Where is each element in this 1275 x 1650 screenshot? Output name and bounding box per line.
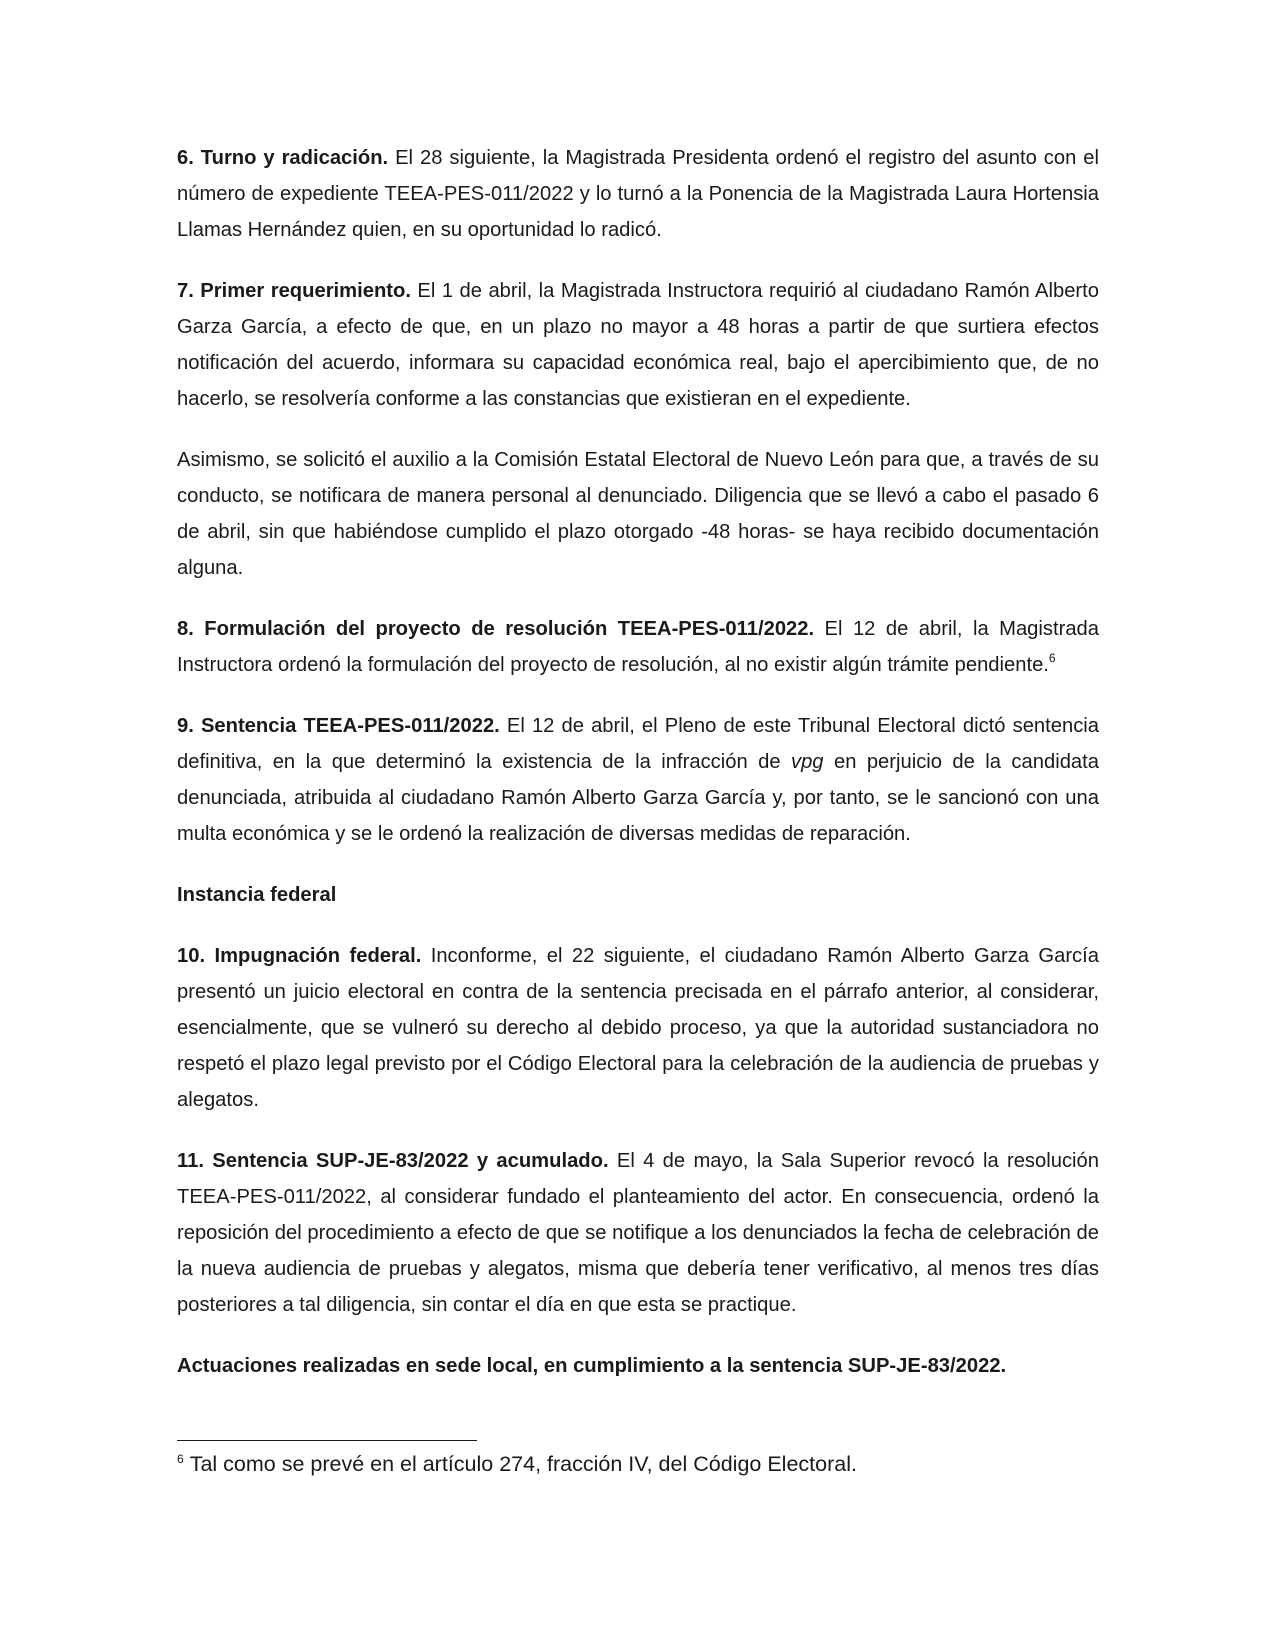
paragraph-text: El 28 siguiente, la Magistrada Presidenta ordenó el registro del asunto con el número de expediente TEEA-PES-011/2022 y lo turnó a la Ponencia de la Magistrada Laura Hortensia Llamas Hernández quien, en su oportunidad lo radicó. (177, 147, 1099, 241)
paragraph-text: El 12 de abril, la Magistrada Instructora ordenó la formulación del proyecto de resolución, al no existir algún trámite pendiente. (177, 618, 1099, 676)
footnote (177, 1446, 857, 1482)
paragraph-heading: 9. Sentencia TEEA-PES-011/2022. (177, 715, 500, 737)
paragraph-impugnacion-federal (177, 938, 1099, 1118)
footnote-text: Tal como se prevé en el artículo 274, fracción IV, del Código Electoral. (189, 1452, 857, 1476)
paragraph-text: Inconforme, el 22 siguiente, el ciudadano Ramón Alberto Garza García presentó un juicio electoral en contra de la sentencia precisada en el párrafo anterior, al considerar, esencialmente, que se vulneró su derecho al debido proceso, ya que la autoridad sustanciadora no respetó el plazo legal previsto por el Código Electoral para la celebración de la audiencia de pruebas y alegatos. (177, 945, 1099, 1111)
paragraph-text: Asimismo, se solicitó el auxilio a la Comisión Estatal Electoral de Nuevo León para que, a través de su conducto, se notificara de manera personal al denunciado. Diligencia que se llevó a cabo el pasado 6 de abril, sin que habiéndose cumplido el plazo otorgado -48 horas- se haya recibido documentación alguna. (177, 449, 1099, 579)
footnote-separator (177, 1440, 477, 1441)
section-heading-instancia-federal: Instancia federal (177, 884, 337, 906)
paragraph-heading: 6. Turno y radicación. (177, 147, 389, 169)
paragraph-text: en perjuicio de la candidata denunciada, atribuida al ciudadano Ramón Alberto Garza García y, por tanto, se le sancionó con una multa económica y se le ordenó la realización de diversas medidas de reparación. (177, 751, 1099, 845)
paragraph-text: El 1 de abril, la Magistrada Instructora requirió al ciudadano Ramón Alberto Garza García, a efecto de que, en un plazo no mayor a 48 horas a partir de que surtiera efectos notificación del acuerdo, informara su capacidad económica real, bajo el apercibimiento que, de no hacerlo, se resolvería conforme a las constancias que existieran en el expediente. (177, 280, 1099, 410)
paragraph-asimismo (177, 442, 1099, 586)
paragraph-heading: 7. Primer requerimiento. (177, 280, 411, 302)
italic-term: vpg (790, 751, 824, 773)
document-body (177, 140, 1099, 1409)
paragraph-heading: 10. Impugnación federal. (177, 945, 422, 967)
paragraph-turno-radicacion (177, 140, 1099, 248)
footnote-reference: 6 (1048, 651, 1056, 665)
paragraph-heading: 11. Sentencia SUP-JE-83/2022 y acumulado. (177, 1150, 609, 1172)
paragraph-sentencia-teea (177, 708, 1099, 852)
paragraph-primer-requerimiento (177, 273, 1099, 417)
paragraph-text: El 12 de abril, el Pleno de este Tribunal Electoral dictó sentencia definitiva, en la que determinó la existencia de la infracción de (177, 715, 1100, 773)
section-heading-actuaciones: Actuaciones realizadas en sede local, en cumplimiento a la sentencia SUP-JE-83/2022. (177, 1355, 1007, 1377)
paragraph-text: El 4 de mayo, la Sala Superior revocó la resolución TEEA-PES-011/2022, al considerar fundado el planteamiento del actor. En consecuencia, ordenó la reposición del procedimiento a efecto de que se notifique a los denunciados la fecha de celebración de la nueva audiencia de pruebas y alegatos, misma que debería tener verificativo, al menos tres días posteriores a tal diligencia, sin contar el día en que esta se practique. (177, 1150, 1099, 1316)
footnote-number: 6 (177, 1452, 184, 1466)
paragraph-sentencia-sup (177, 1143, 1099, 1323)
paragraph-formulacion-proyecto (177, 611, 1099, 683)
paragraph-heading: 8. Formulación del proyecto de resolución TEEA-PES-011/2022. (177, 618, 815, 640)
